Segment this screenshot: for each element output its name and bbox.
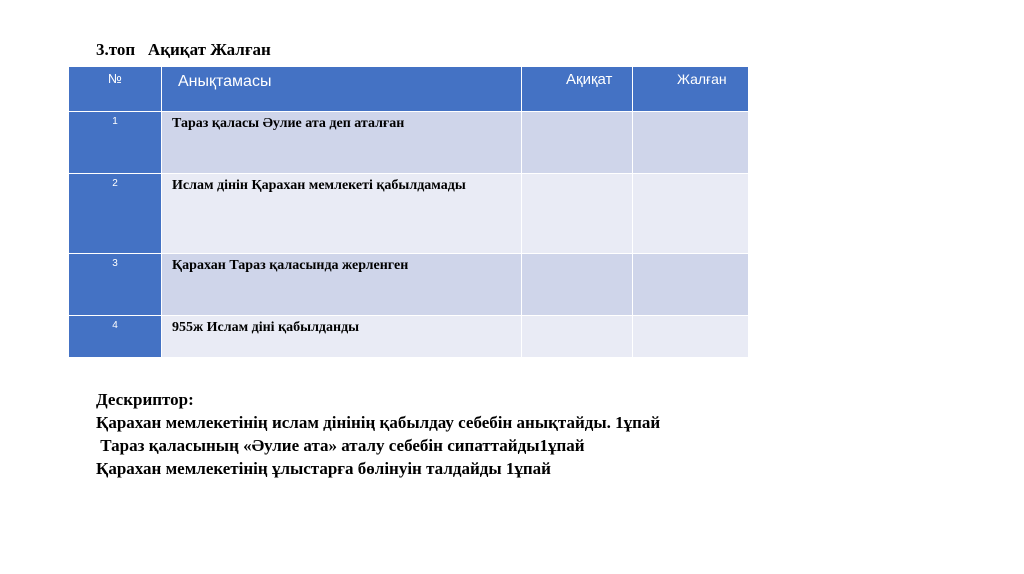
row-false-cell[interactable] <box>633 254 749 316</box>
descriptor-item: Қарахан мемлекетінің ислам дінінің қабылдау себебін анықтайды. 1ұпай <box>96 413 661 432</box>
descriptor-item: Қарахан мемлекетінің ұлыстарға бөлінуін талдайды 1ұпай <box>96 459 551 478</box>
header-false: Жалған <box>633 67 749 112</box>
table-row <box>69 254 749 316</box>
row-definition: 955ж Ислам діні қабылданды <box>162 316 522 358</box>
row-false-cell[interactable] <box>633 174 749 254</box>
descriptor-block <box>96 388 660 480</box>
true-false-table <box>68 66 749 358</box>
table-row <box>69 174 749 254</box>
table-header-row <box>69 67 749 112</box>
row-number: 2 <box>69 174 162 254</box>
header-definition: Анықтамасы <box>162 67 522 112</box>
descriptor-item: Тараз қаласының «Әулие ата» аталу себебін сипаттайды1ұпай <box>96 436 585 455</box>
row-number: 4 <box>69 316 162 358</box>
row-number: 1 <box>69 112 162 174</box>
row-true-cell[interactable] <box>522 174 633 254</box>
table-row <box>69 316 749 358</box>
descriptor-heading: Дескриптор: <box>96 390 194 409</box>
row-true-cell[interactable] <box>522 112 633 174</box>
header-true: Ақиқат <box>522 67 633 112</box>
table-row <box>69 112 749 174</box>
row-definition: Ислам дінін Қарахан мемлекеті қабылдамады <box>162 174 522 254</box>
row-false-cell[interactable] <box>633 316 749 358</box>
row-true-cell[interactable] <box>522 254 633 316</box>
row-definition: Тараз қаласы Әулие ата деп аталған <box>162 112 522 174</box>
row-number: 3 <box>69 254 162 316</box>
slide-title: 3.топ Ақиқат Жалған <box>96 40 271 59</box>
row-false-cell[interactable] <box>633 112 749 174</box>
row-true-cell[interactable] <box>522 316 633 358</box>
header-number: № <box>69 67 162 112</box>
row-definition: Қарахан Тараз қаласында жерленген <box>162 254 522 316</box>
